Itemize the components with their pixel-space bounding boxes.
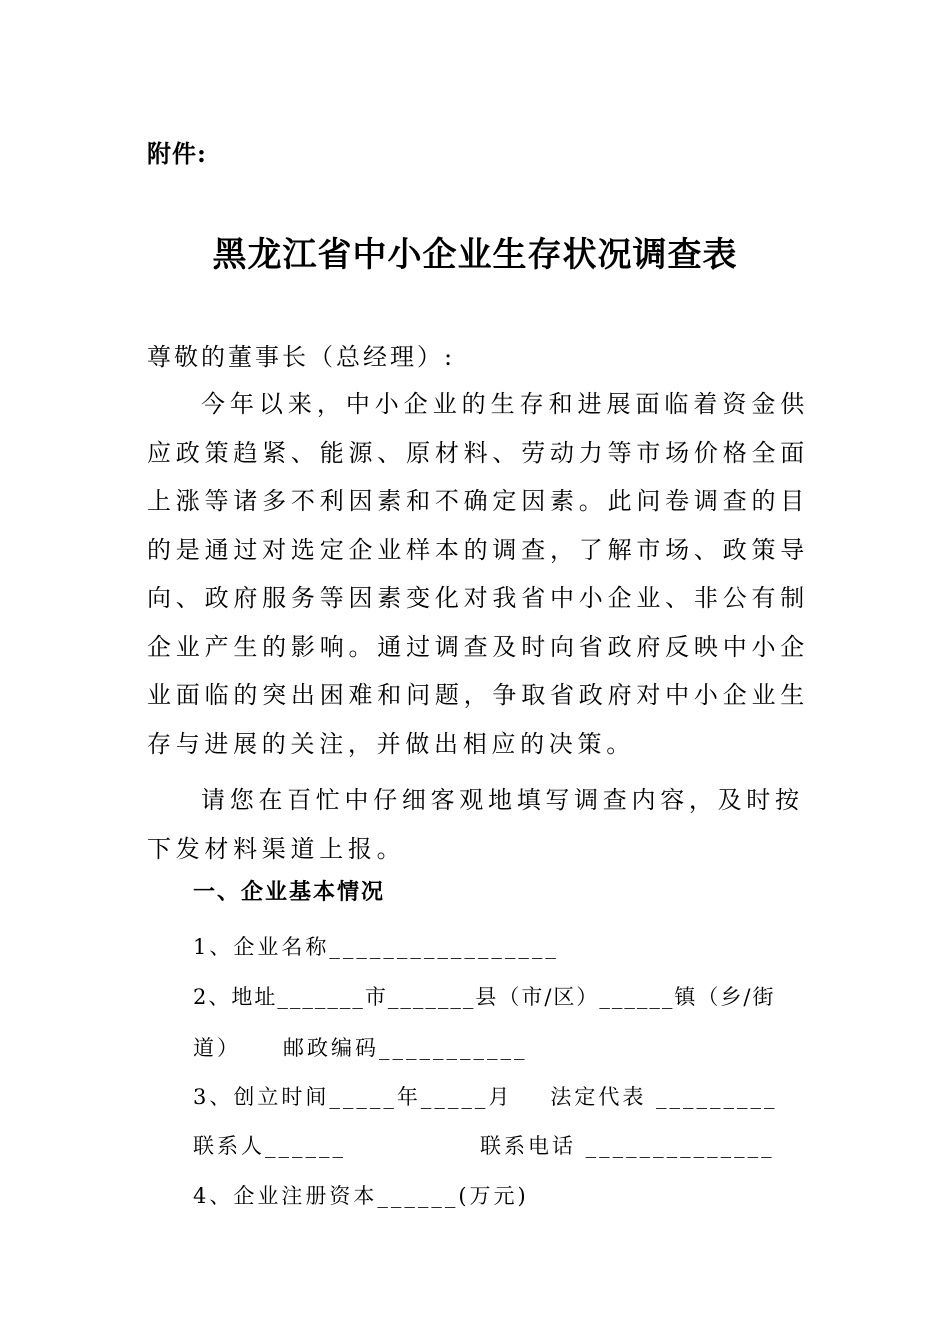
- field-founded-row: [193, 1082, 778, 1112]
- field-postal-code: 邮政编码___________: [283, 1036, 528, 1060]
- document-title: 黑龙江省中小企业生存状况调查表: [212, 235, 738, 275]
- field-founded: 3、创立时间_____年_____月: [193, 1085, 513, 1109]
- request-paragraph: 请您在百忙中仔细客观地填写调查内容，及时按下发材料渠道上报。: [147, 786, 804, 863]
- salutation: 尊敬的董事长（总经理）:: [147, 343, 456, 371]
- field-legal-rep: 法定代表 _________: [550, 1085, 778, 1109]
- address-continued-text: 道）: [193, 1036, 241, 1060]
- field-company-name: 1、企业名称_________________: [193, 935, 559, 959]
- section-heading-basic-info: 一、企业基本情况: [193, 879, 386, 905]
- field-contact-phone: 联系电话 ______________: [480, 1134, 775, 1158]
- field-address: 2、地址_______市_______县（市/区）______镇（乡/街: [193, 985, 776, 1009]
- intro-paragraph: 今年以来，中小企业的生存和进展面临着资金供应政策趋紧、能源、原材料、劳动力等市场价格全面上涨等诸多不利因素和不确定因素。此问卷调查的目的是通过对选定企业样本的调查，了解市场、政策导向、政府服务等因素变化对我省中小企业、非公有制企业产生的影响。通过调查及时向省政府反映中小企业面临的突出困难和问题，争取省政府对中小企业生存与进展的关注，并做出相应的决策。: [147, 390, 809, 758]
- field-registered-capital: 4、企业注册资本______(万元): [193, 1184, 529, 1208]
- field-contact-person: 联系人______: [193, 1134, 346, 1158]
- field-address-continued: [193, 1033, 528, 1063]
- attachment-label: 附件:: [147, 139, 207, 168]
